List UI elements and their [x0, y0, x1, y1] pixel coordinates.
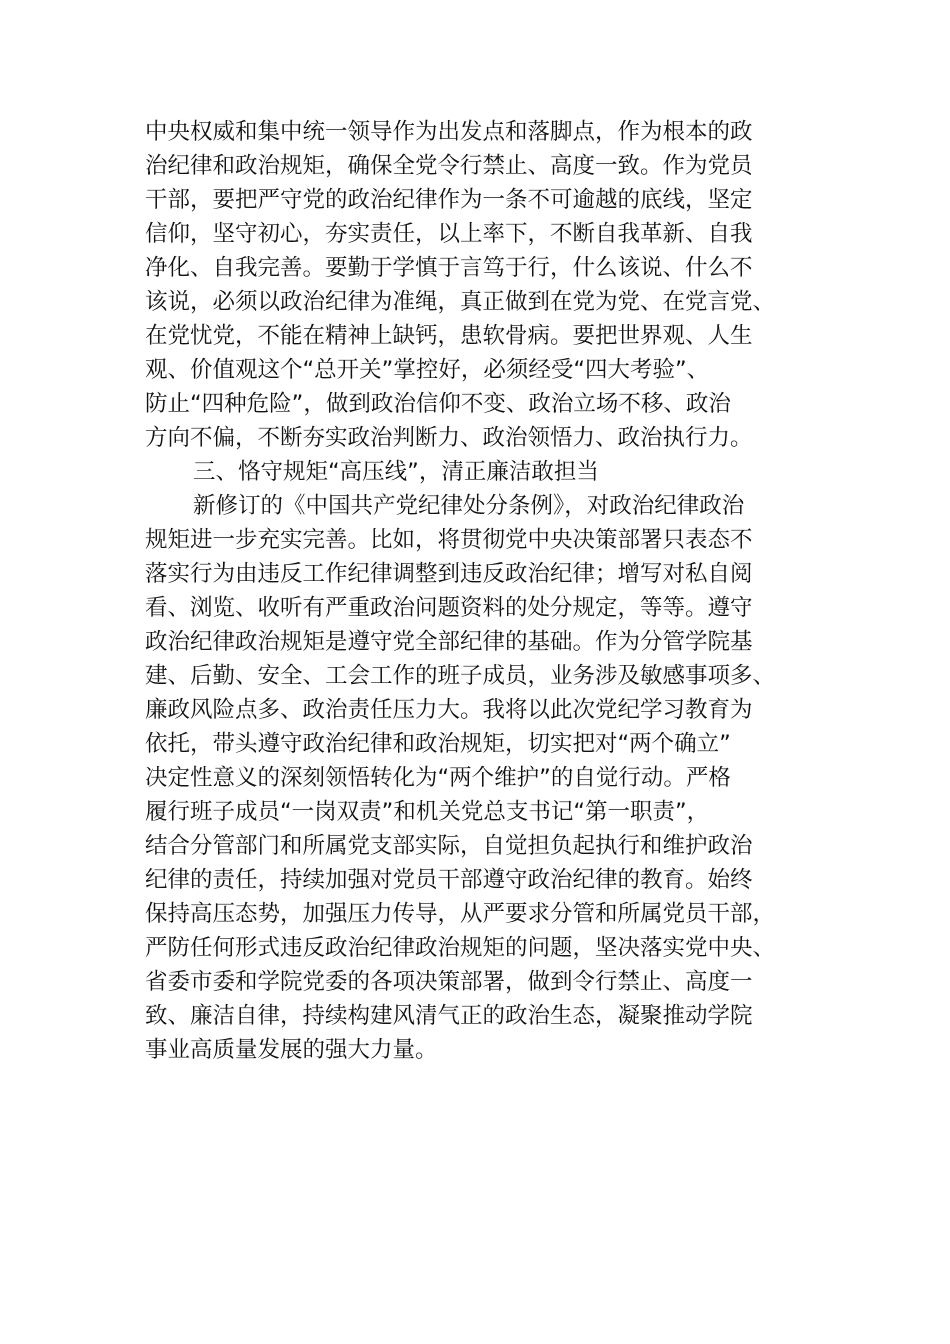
text-line: 致、廉洁自律，持续构建风清气正的政治生态，凝聚推动学院	[145, 1003, 753, 1029]
text-line: 依托，带头遵守政治纪律和政治规矩，切实把对“两个确立”	[145, 731, 731, 757]
text-line: 纪律的责任，持续加强对党员干部遵守政治纪律的教育。始终	[145, 867, 753, 893]
text-line: 严防任何形式违反政治纪律政治规矩的问题，坚决落实党中央、	[145, 935, 776, 961]
text-line: 该说，必须以政治纪律为准绳，真正做到在党为党、在党言党、	[145, 289, 776, 315]
text-line: 履行班子成员“一岗双责”和机关党总支书记“第一职责”，	[145, 799, 710, 825]
text-line: 政治纪律政治规矩是遵守党全部纪律的基础。作为分管学院基	[145, 629, 753, 655]
text-line: 规矩进一步充实完善。比如，将贯彻党中央决策部署只表态不	[145, 527, 753, 553]
text-line: 保持高压态势，加强压力传导，从严要求分管和所属党员干部，	[145, 901, 776, 927]
text-line: 观、价值观这个“总开关”掌控好，必须经受“四大考验”、	[145, 357, 710, 383]
paragraph-start-line: 三、恪守规矩“高压线”，清正廉洁敢担当	[193, 459, 599, 485]
text-line: 净化、自我完善。要勤于学慎于言笃于行，什么该说、什么不	[145, 255, 753, 281]
text-line: 建、后勤、安全、工会工作的班子成员，业务涉及敏感事项多、	[145, 663, 776, 689]
body-text	[145, 115, 810, 1067]
text-line: 干部，要把严守党的政治纪律作为一条不可逾越的底线，坚定	[145, 187, 753, 213]
text-line: 在党忧党，不能在精神上缺钙，患软骨病。要把世界观、人生	[145, 323, 753, 349]
text-line: 方向不偏，不断夯实政治判断力、政治领悟力、政治执行力。	[145, 425, 753, 451]
text-line: 省委市委和学院党委的各项决策部署，做到令行禁止、高度一	[145, 969, 753, 995]
text-line: 中央权威和集中统一领导作为出发点和落脚点，作为根本的政	[145, 119, 753, 145]
text-line: 决定性意义的深刻领悟转化为“两个维护”的自觉行动。严格	[145, 765, 731, 791]
text-line: 落实行为由违反工作纪律调整到违反政治纪律；增写对私自阅	[145, 561, 753, 587]
text-line: 看、浏览、收听有严重政治问题资料的处分规定，等等。遵守	[145, 595, 753, 621]
paragraph-start-line: 新修订的《中国共产党纪律处分条例》，对政治纪律政治	[193, 493, 745, 519]
text-line: 治纪律和政治规矩，确保全党令行禁止、高度一致。作为党员	[145, 153, 753, 179]
text-line: 防止“四种危险”，做到政治信仰不变、政治立场不移、政治	[145, 391, 731, 417]
text-line: 廉政风险点多、政治责任压力大。我将以此次党纪学习教育为	[145, 697, 753, 723]
text-line: 事业高质量发展的强大力量。	[145, 1037, 438, 1063]
text-line: 结合分管部门和所属党支部实际，自觉担负起执行和维护政治	[145, 833, 753, 859]
text-line: 信仰，坚守初心，夯实责任，以上率下，不断自我革新、自我	[145, 221, 753, 247]
